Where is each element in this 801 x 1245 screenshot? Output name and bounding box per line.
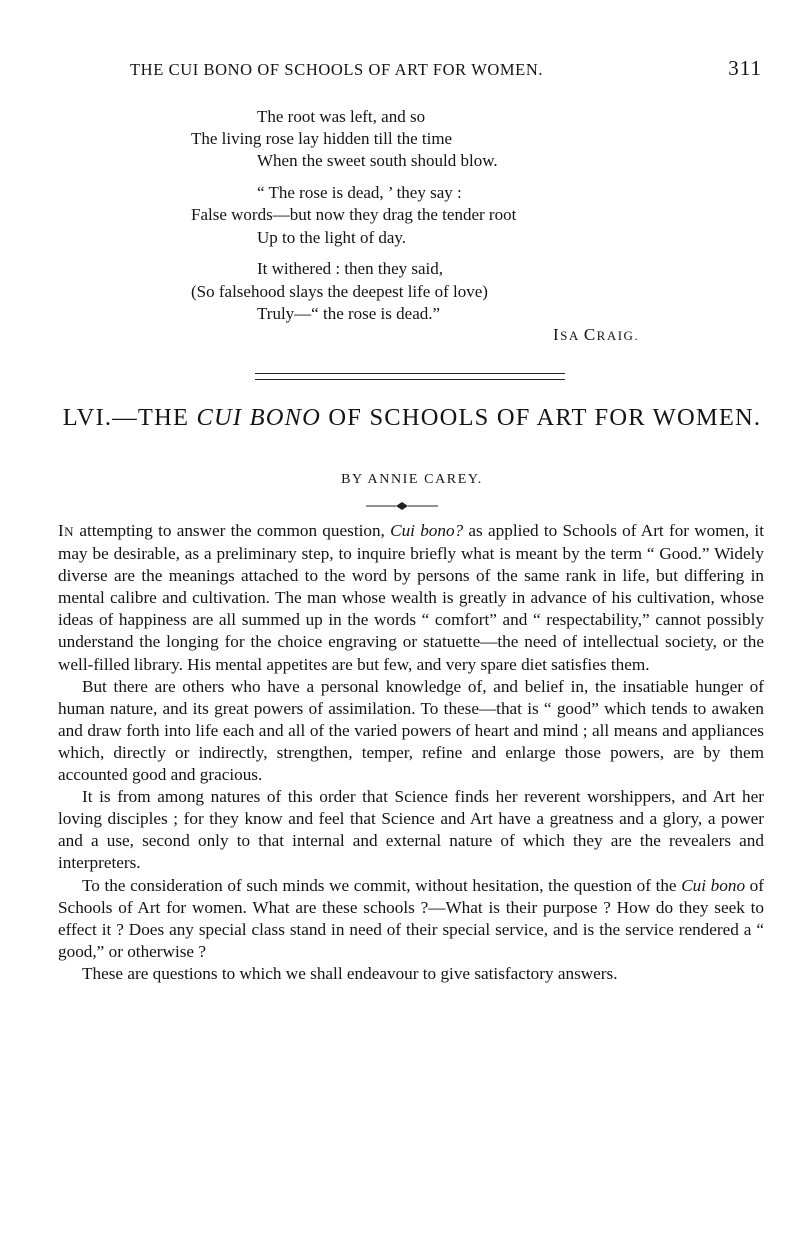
byline: BY ANNIE CAREY. — [341, 472, 483, 487]
poem-line: It withered : then they said, — [257, 259, 444, 278]
signature-initial: I — [553, 325, 561, 344]
signature-rest-2: RAIG. — [596, 328, 640, 343]
poem-line: “ The rose is dead, ’ they say : — [257, 183, 462, 202]
paragraph: It is from among natures of this order that Science finds her reverent worshippers, and Art her loving disciples ; for they know and feel that Science and Art have a greatness and a glory, a power and a use, second only to that internal and external nature of which they are the revealers and interpreters. — [58, 787, 764, 873]
poem-line: The root was left, and so — [257, 107, 426, 126]
italic-phrase: Cui bono? — [390, 521, 464, 540]
page-number: 311 — [728, 56, 762, 80]
section-divider — [255, 373, 565, 380]
paragraph: To the consideration of such minds we commit, without hesitation, the question of the Cui bono of Schools of Art for women. What are these schools ?—What is their purpose ? How do they seek to effect it ? Does any special class stand in need of their special service, and is the service rendered a “ good,” or otherwise ? — [58, 875, 764, 961]
ornament-rule — [366, 500, 438, 512]
running-title: THE CUI BONO OF SCHOOLS OF ART FOR WOMEN. — [130, 60, 544, 79]
paragraph: IN attempting to answer the common question, Cui bono? as applied to Schools of Art for women, it may be desirable, as a preliminary step, to inquire briefly what is meant by the term “ Good.” Widely diverse are the meanings attached to the word by persons of the same rank in life, but differing in mental calibre and cultivation. The man whose wealth is greatly in advance of his cultivation, whose ideas of happiness are all summed up in the words “ comfort” and “ respectability,” cannot possibly understand the longing for the choice engraving or statuette—the need of intellectual society, or the well-filled library. His mental appetites are but few, and very spare diet satisfies them. — [58, 521, 764, 674]
article-body — [58, 520, 764, 985]
running-head — [130, 56, 770, 80]
poem-line: Up to the light of day. — [257, 228, 407, 247]
signature-rest: SA — [560, 328, 584, 343]
poem-line: Truly—“ the rose is dead.” — [257, 304, 441, 323]
poem-line: When the sweet south should blow. — [257, 151, 498, 170]
poem-line: False words—but now they drag the tender root — [191, 205, 517, 224]
italic-phrase: Cui bono — [681, 875, 746, 895]
article-number: LVI.—THE — [62, 404, 197, 431]
dropcap: IN — [58, 521, 75, 540]
article-title-rest: OF SCHOOLS OF ART FOR WOMEN. — [321, 404, 762, 431]
poem-signature — [553, 324, 639, 347]
poem-line: (So falsehood slays the deepest life of love) — [191, 282, 488, 301]
poem-line: The living rose lay hidden till the time — [191, 129, 453, 148]
paragraph: But there are others who have a personal knowledge of, and belief in, the insatiable hunger of human nature, and its great powers of assimilation. To these—that is “ good” which tends to awaken and draw forth into life each and all of the varied powers of heart and mind ; all means and appliances which, directly or indirectly, strengthen, temper, refine and enlarge those powers, are by them accounted good and gracious. — [58, 676, 764, 785]
article-title — [62, 403, 762, 433]
article-title-italic: CUI BONO — [196, 404, 322, 431]
signature-initial-2: C — [583, 325, 597, 344]
paragraph: These are questions to which we shall endeavour to give satisfactory answers. — [82, 963, 618, 983]
